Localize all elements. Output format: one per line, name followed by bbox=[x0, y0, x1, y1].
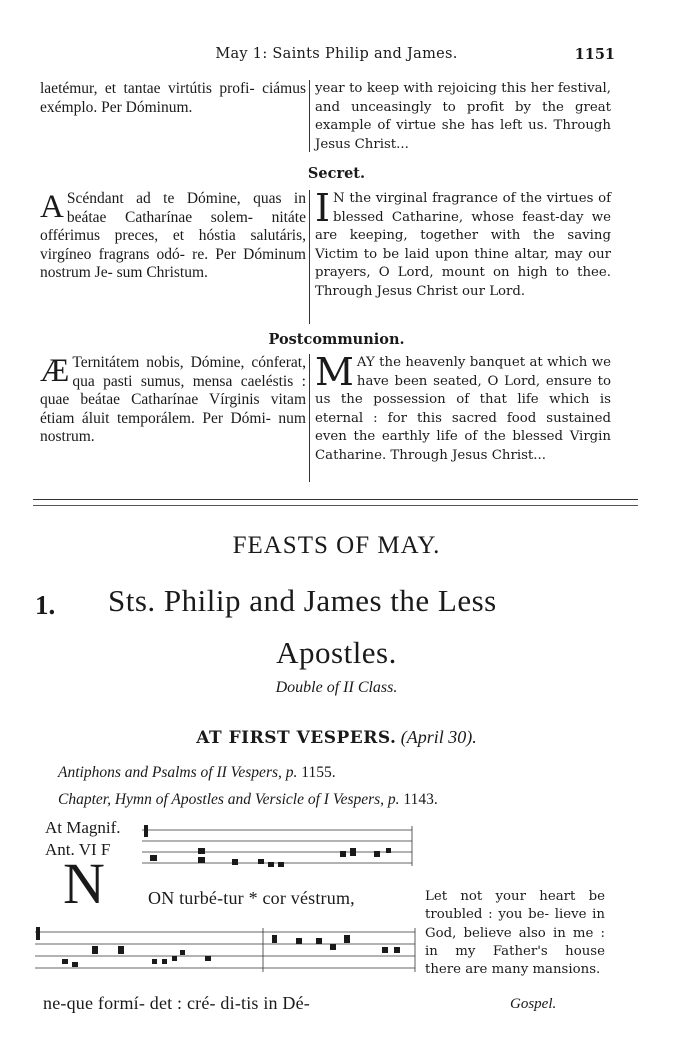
neume bbox=[172, 956, 177, 961]
neume bbox=[340, 851, 346, 857]
postcommunion-heading: Postcommunion. bbox=[268, 331, 405, 348]
neume bbox=[198, 857, 205, 863]
chant-lyric-line1: ON turbé-tur * cor véstrum, bbox=[148, 888, 355, 908]
page-number: 1151 bbox=[574, 46, 615, 63]
secret-english-text: N the virginal fragrance of the virtues of blessed Catharine, whose feast-day we are keeping, together with the saving Victim to be laid upon thine altar, may our prayers, O Lord, mount on high to thee. Through Jesus Christ our Lord. bbox=[315, 191, 611, 299]
feast-title-line2: Apostles. bbox=[276, 635, 397, 670]
neume bbox=[180, 950, 185, 955]
staff-1-notes bbox=[144, 825, 391, 867]
feast-title-line1: Sts. Philip and James the Less bbox=[108, 583, 497, 618]
neume bbox=[198, 848, 205, 854]
neume bbox=[278, 862, 284, 867]
neume bbox=[62, 959, 68, 964]
feast-rank: Double of II Class. bbox=[275, 679, 398, 696]
neume bbox=[150, 855, 157, 861]
vespers-title: AT FIRST VESPERS. bbox=[196, 728, 397, 748]
header-title: May 1: Saints Philip and James. bbox=[215, 46, 458, 62]
neume bbox=[316, 938, 322, 944]
neume bbox=[152, 959, 157, 964]
neume bbox=[205, 956, 211, 961]
neume bbox=[72, 962, 78, 967]
postcommunion-latin-text: Ternitátem nobis, Dómine, cónferat, qua pasti sumus, mensa caeléstis : quae beátae Catharínae Vírginis vitam étiam áluit temporálem. Per Dómi- num nostrum. bbox=[40, 354, 306, 445]
feasts-heading: FEASTS OF MAY. bbox=[232, 532, 441, 559]
rubric-chapter-text: Chapter, Hymn of Apostles and Versicle of I Vespers, p. bbox=[58, 791, 400, 808]
neume bbox=[296, 938, 302, 944]
neume bbox=[344, 935, 350, 943]
rubric-antiphons-text: Antiphons and Psalms of II Vespers, p. bbox=[58, 764, 298, 781]
rubric-chapter-page: 1143. bbox=[403, 791, 438, 808]
chant-source: Gospel. bbox=[510, 996, 557, 1012]
chant-lyric-line2: ne-que formí- det : cré- di-tis in Dé- bbox=[43, 993, 311, 1013]
postcommunion-english-text: AY the heavenly banquet at which we have been seated, O Lord, ensure to us the possession of that life which is eternal : for this sacred food sustained even the earthly life of the blessed Virgin Catharine. Through Jesus Christ... bbox=[315, 355, 611, 463]
neume bbox=[386, 848, 391, 853]
secret-heading: Secret. bbox=[307, 165, 366, 182]
secret-latin-text: Scéndant ad te Dómine, quas in beátae Catharínae solem- nitáte offérimus preces, et hóstia salutáris, virgíneo fragrans odó- re. Per Dóminum nostrum Je- sum Christum. bbox=[40, 190, 306, 281]
postcommunion-english-initial: M bbox=[315, 350, 354, 394]
chant-translation: Let not your heart be troubled : you be- lieve in God, believe also in me : in my Father's house there are many mansions. bbox=[425, 889, 605, 978]
neume bbox=[258, 859, 264, 864]
staff-1 bbox=[142, 826, 412, 866]
neume bbox=[272, 935, 277, 943]
neume bbox=[374, 851, 380, 857]
chant-label-magnificat: At Magnif. bbox=[45, 818, 121, 837]
neume bbox=[268, 862, 274, 867]
top-latin: laetémur, et tantae virtútis profi- ciámus exémplo. Per Dóminum. bbox=[40, 80, 306, 116]
neume bbox=[382, 947, 388, 953]
postcommunion-latin-initial: Æ bbox=[40, 353, 70, 389]
neume bbox=[330, 944, 336, 950]
neume bbox=[232, 859, 238, 865]
rubric-antiphons-page: 1155. bbox=[301, 764, 336, 781]
vespers-date: (April 30). bbox=[400, 727, 477, 747]
neume bbox=[394, 947, 400, 953]
top-english: year to keep with rejoicing this her festival, and unceasingly to profit by the great example of virtue she has left us. Through Jesus Christ... bbox=[315, 81, 611, 152]
neume bbox=[350, 848, 356, 856]
chant-label-antiphon: Ant. VI F bbox=[45, 840, 111, 859]
staff-2-notes bbox=[36, 927, 400, 967]
clef-mark bbox=[144, 825, 148, 837]
feast-number: 1. bbox=[35, 590, 56, 620]
clef-mark bbox=[36, 927, 40, 940]
neume bbox=[162, 959, 167, 964]
neume bbox=[92, 946, 98, 954]
secret-latin-initial: A bbox=[40, 189, 64, 225]
neume bbox=[118, 946, 124, 954]
secret-english-initial: I bbox=[315, 186, 331, 230]
chant-initial: N bbox=[63, 851, 105, 916]
